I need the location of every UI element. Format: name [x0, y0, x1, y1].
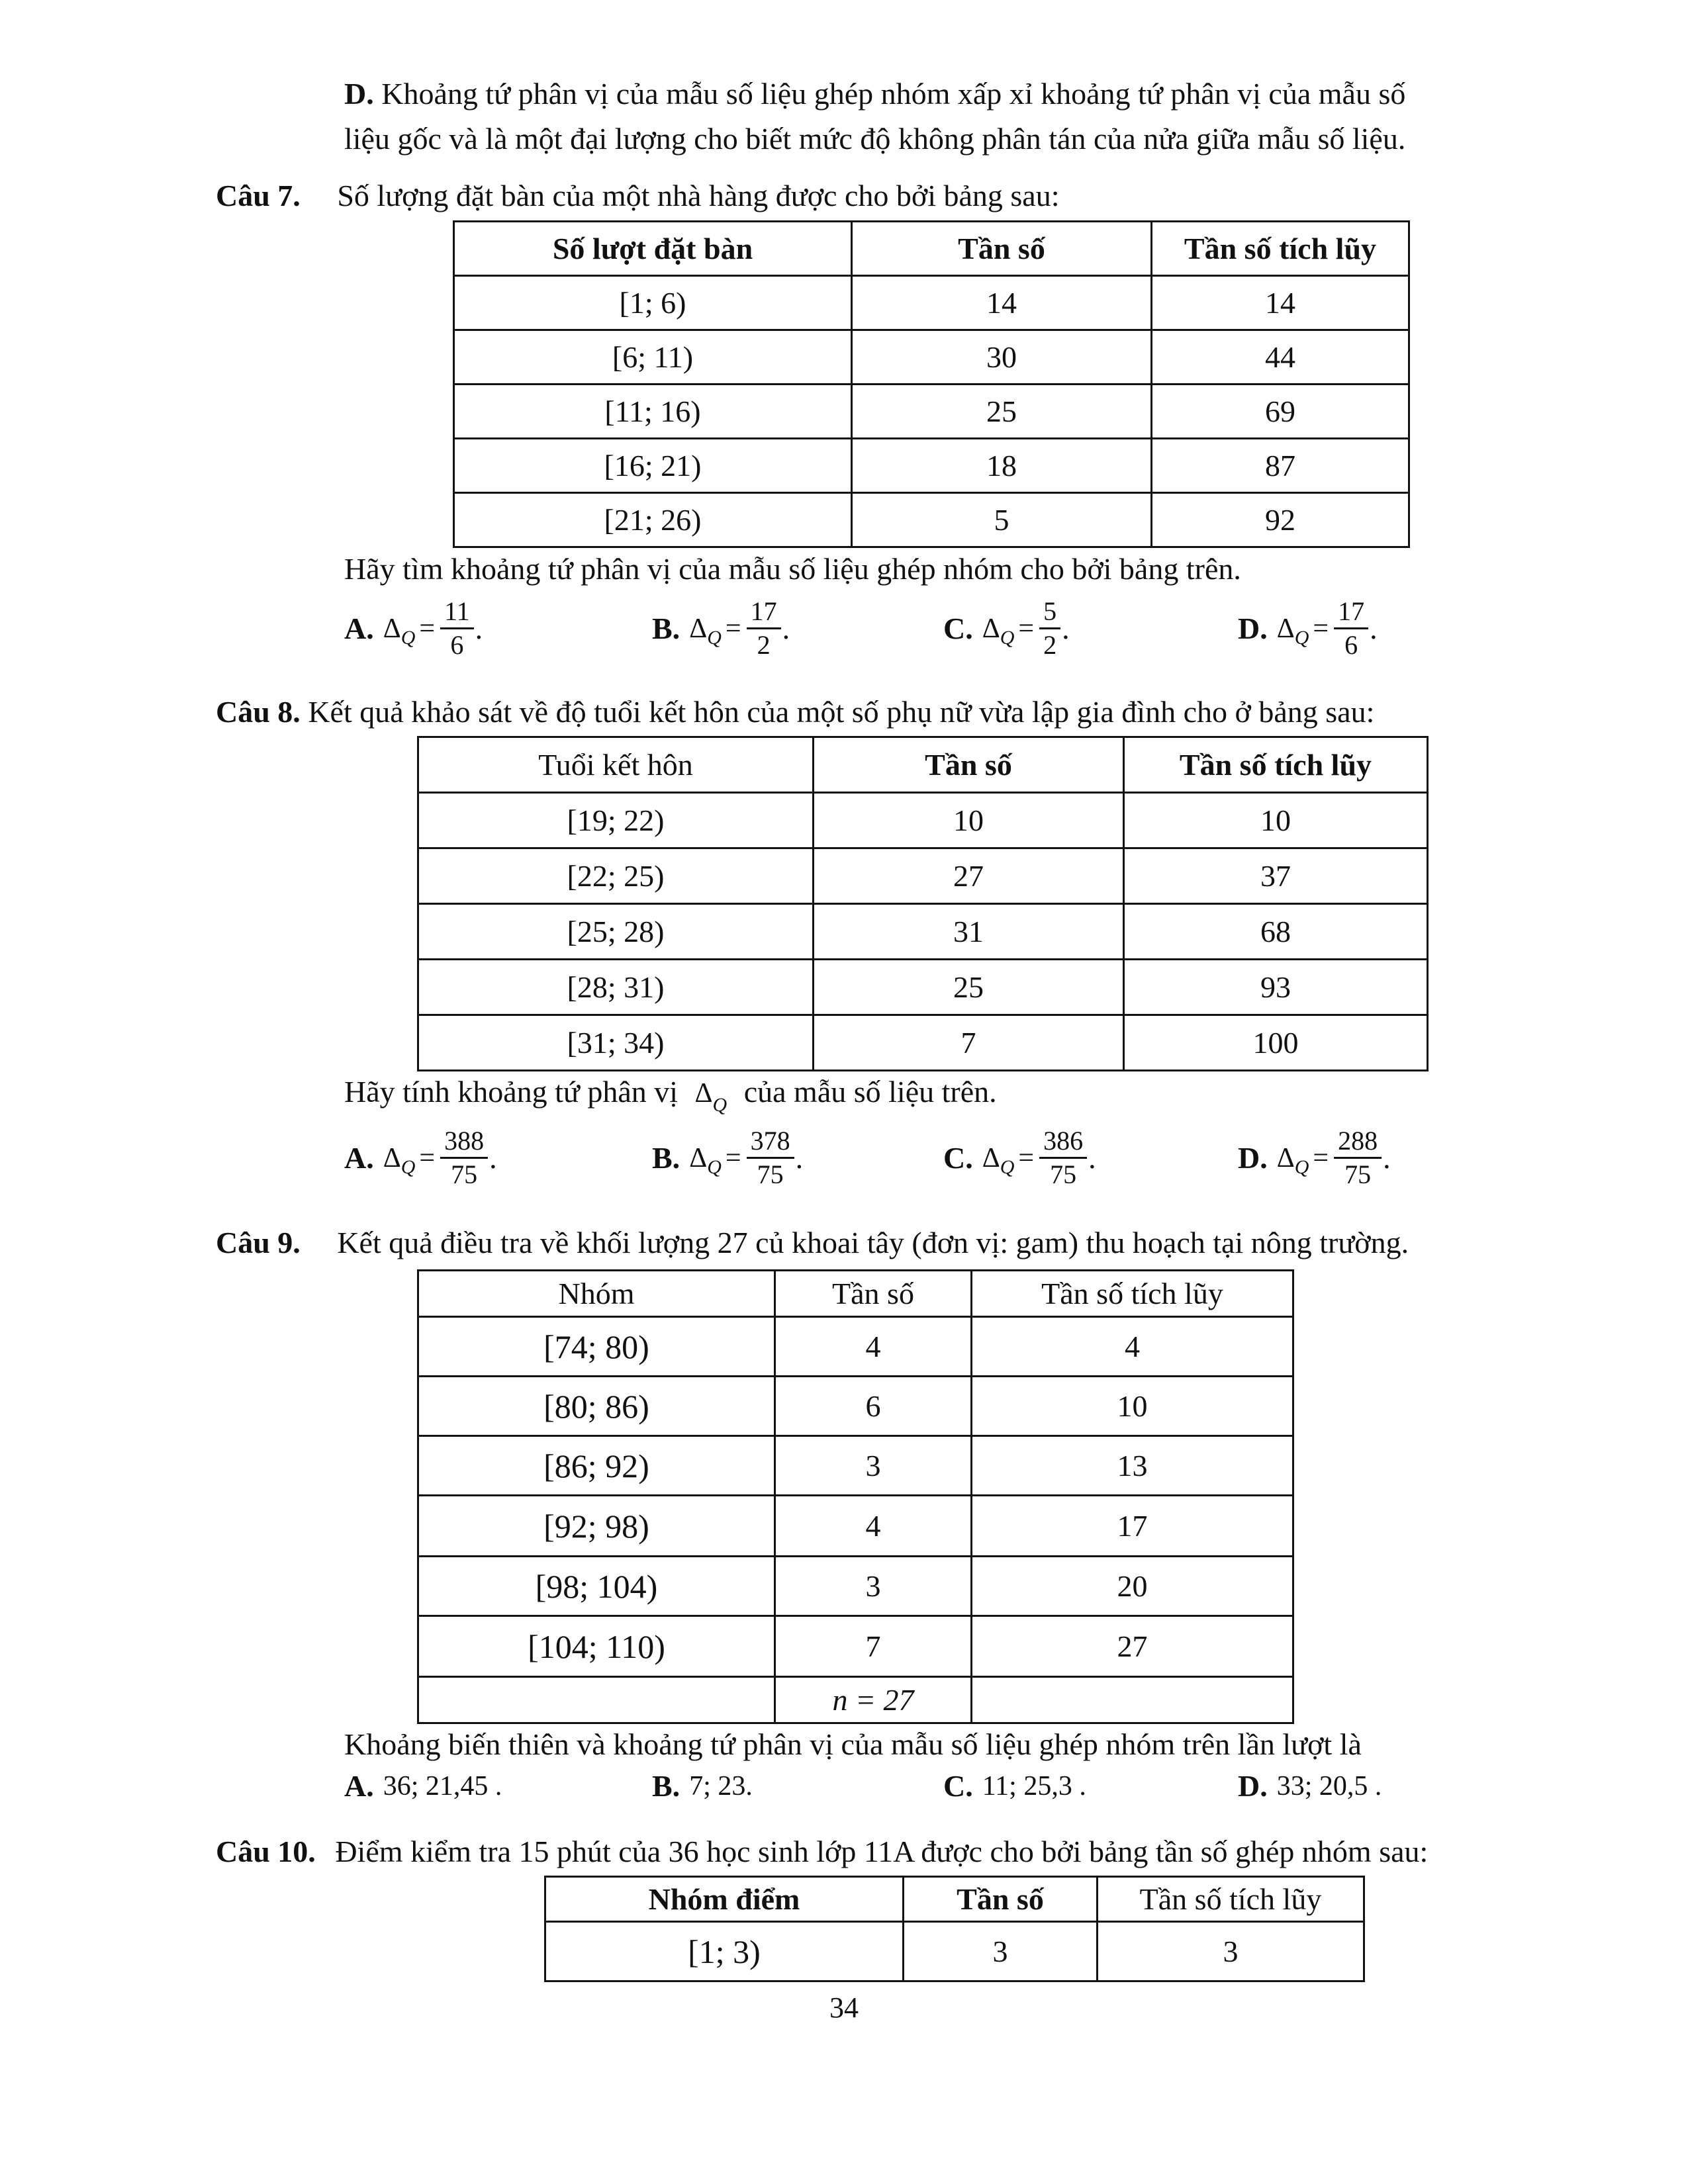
table-row — [454, 276, 1409, 330]
q10-cell: 3 — [1098, 1922, 1364, 1981]
table-row — [418, 1015, 1428, 1071]
q9-cell — [972, 1677, 1293, 1723]
fraction — [440, 1125, 488, 1191]
q8-cell: 10 — [1124, 793, 1428, 848]
q9-option-b — [652, 1768, 753, 1803]
q7-cell: [6; 11) — [454, 330, 852, 385]
q9-cell: 4 — [775, 1317, 972, 1377]
q9-table-header — [418, 1271, 1293, 1317]
q9-cell: 17 — [972, 1496, 1293, 1557]
q10-table-header — [545, 1877, 1364, 1922]
q8-cell: [25; 28) — [418, 904, 814, 960]
option-label: D. — [1238, 1769, 1268, 1803]
q-subscript: Q — [712, 1094, 727, 1116]
q8-option-b: B. Δ Q = $\frac{378}{75}$ . — [652, 1126, 804, 1189]
delta-symbol: Δ — [383, 613, 401, 644]
option-label: B. — [652, 1769, 680, 1803]
q9-heading — [216, 1223, 1409, 1263]
fraction — [440, 596, 474, 661]
table-row — [418, 1496, 1293, 1557]
q10-cell: 3 — [904, 1922, 1098, 1981]
q9-option-c — [943, 1768, 1086, 1803]
delta-symbol: Δ — [689, 613, 708, 644]
fraction — [1334, 596, 1368, 661]
q8-table — [417, 736, 1429, 1071]
numerator: 11 — [440, 596, 474, 629]
option-text: 7; 23. — [689, 1770, 753, 1801]
q7-text: Số lượng đặt bàn của một nhà hàng được cho bởi bảng sau: — [337, 179, 1060, 212]
q8-option-a: A. Δ Q = $\frac{388}{75}$ . — [344, 1126, 497, 1189]
q9-cell: 13 — [972, 1436, 1293, 1496]
q7-cell: 14 — [852, 276, 1152, 330]
denominator: 6 — [1344, 630, 1358, 660]
q9-cell: 3 — [775, 1436, 972, 1496]
q8-option-d: D. Δ Q = $\frac{288}{75}$ . — [1238, 1126, 1391, 1189]
option-label: C. — [943, 1141, 973, 1175]
option-label: A. — [344, 1769, 374, 1803]
table-row — [418, 1677, 1293, 1723]
q9-cell: 7 — [775, 1616, 972, 1677]
q10-label: Câu 10. — [216, 1835, 316, 1868]
q10-header-freq: Tần số — [904, 1877, 1098, 1922]
q9-total: n = 27 — [775, 1677, 972, 1723]
q8-header-cum: Tần số tích lũy — [1124, 737, 1428, 793]
q7-cell: [21; 26) — [454, 493, 852, 547]
denominator: 2 — [757, 630, 771, 660]
denominator: 75 — [1050, 1160, 1077, 1189]
q7-option-a: A. Δ Q = $\frac{11}{6}$ . — [344, 596, 483, 660]
q8-cell: [19; 22) — [418, 793, 814, 848]
intro-text-2: liệu gốc và là một đại lượng cho biết mức độ không phân tán của nửa giữa mẫu số liệu. — [344, 122, 1406, 156]
intro-option-label: D. — [344, 77, 374, 111]
option-label: C. — [943, 612, 973, 645]
numerator: 386 — [1039, 1125, 1087, 1159]
equals-sign: = — [1313, 613, 1329, 644]
table-row — [418, 848, 1428, 904]
q8-cell: [28; 31) — [418, 960, 814, 1015]
intro-text-1: Khoảng tứ phân vị của mẫu số liệu ghép nhóm xấp xỉ khoảng tứ phân vị của mẫu số — [381, 77, 1406, 111]
table-row — [454, 493, 1409, 547]
equals-sign: = — [419, 613, 436, 644]
q9-label: Câu 9. — [216, 1226, 301, 1259]
numerator: 388 — [440, 1125, 488, 1159]
q9-cell: 20 — [972, 1557, 1293, 1616]
q8-heading — [216, 692, 1374, 732]
q7-cell: 87 — [1152, 439, 1409, 493]
denominator: 2 — [1043, 630, 1057, 660]
q7-cell: [16; 21) — [454, 439, 852, 493]
q8-option-c: C. Δ Q = $\frac{386}{75}$ . — [943, 1126, 1096, 1189]
q-subscript: Q — [1294, 1156, 1309, 1178]
q10-header-group: Nhóm điểm — [545, 1877, 904, 1922]
q9-cell: 4 — [775, 1496, 972, 1557]
equals-sign: = — [1018, 613, 1035, 644]
q8-cell: 25 — [814, 960, 1124, 1015]
table-row — [418, 1436, 1293, 1496]
q7-heading — [216, 176, 1060, 216]
delta-symbol: Δ — [982, 1142, 1000, 1173]
q-subscript: Q — [400, 626, 416, 649]
option-label: C. — [943, 1769, 973, 1803]
q8-header-freq: Tần số — [814, 737, 1124, 793]
table-row — [454, 330, 1409, 385]
q-subscript: Q — [400, 1156, 416, 1178]
fraction — [747, 596, 781, 661]
equals-sign: = — [1313, 1142, 1329, 1173]
equals-sign: = — [725, 1142, 741, 1173]
q8-cell: 27 — [814, 848, 1124, 904]
option-label: D. — [1238, 1141, 1268, 1175]
table-row — [545, 1922, 1364, 1981]
q10-heading — [216, 1832, 1428, 1872]
denominator: 75 — [451, 1160, 478, 1189]
q8-cell: 100 — [1124, 1015, 1428, 1071]
q7-option-b: B. Δ Q = $\frac{17}{2}$ . — [652, 596, 790, 660]
q7-option-c: C. Δ Q = $\frac{5}{2}$ . — [943, 596, 1070, 660]
q9-cell: 3 — [775, 1557, 972, 1616]
q9-cell: 6 — [775, 1377, 972, 1436]
option-text: 11; 25,3 . — [982, 1770, 1086, 1801]
q8-cell: 31 — [814, 904, 1124, 960]
intro-line-1 — [344, 74, 1405, 114]
table-row — [418, 1557, 1293, 1616]
delta-symbol: Δ — [1276, 613, 1295, 644]
q9-cell: [98; 104) — [418, 1557, 775, 1616]
option-text: 36; 21,45 . — [383, 1770, 502, 1801]
option-label: B. — [652, 612, 680, 645]
q8-cell: 93 — [1124, 960, 1428, 1015]
fraction — [1334, 1125, 1382, 1191]
q8-cell: 37 — [1124, 848, 1428, 904]
q8-cell: 7 — [814, 1015, 1124, 1071]
delta-symbol: Δ — [1276, 1142, 1295, 1173]
q8-label: Câu 8. — [216, 695, 301, 729]
table-row — [418, 1616, 1293, 1677]
denominator: 75 — [757, 1160, 784, 1189]
table-row — [418, 960, 1428, 1015]
q7-header-freq: Tần số — [852, 222, 1152, 276]
q9-cell: [86; 92) — [418, 1436, 775, 1496]
numerator: 17 — [747, 596, 781, 629]
table-row — [454, 439, 1409, 493]
equals-sign: = — [1018, 1142, 1035, 1173]
q8-prompt-post: của mẫu số liệu trên. — [743, 1075, 997, 1109]
denominator: 75 — [1344, 1160, 1372, 1189]
fraction — [1039, 596, 1060, 661]
numerator: 5 — [1039, 596, 1060, 629]
q-subscript: Q — [1294, 626, 1309, 649]
q7-cell: 69 — [1152, 385, 1409, 439]
q9-cell: 27 — [972, 1616, 1293, 1677]
q7-header-cum: Tần số tích lũy — [1152, 222, 1409, 276]
q10-table — [544, 1876, 1365, 1982]
table-row — [418, 904, 1428, 960]
q9-header-cum: Tần số tích lũy — [972, 1271, 1293, 1317]
q9-header-group: Nhóm — [418, 1271, 775, 1317]
q7-cell: 92 — [1152, 493, 1409, 547]
numerator: 288 — [1334, 1125, 1382, 1159]
q-subscript: Q — [707, 1156, 722, 1178]
option-label: A. — [344, 612, 374, 645]
q10-text: Điểm kiểm tra 15 phút của 36 học sinh lớp 11A được cho bởi bảng tần số ghép nhóm sau: — [335, 1835, 1429, 1868]
q9-cell: [74; 80) — [418, 1317, 775, 1377]
q8-cell: [31; 34) — [418, 1015, 814, 1071]
q10-cell: [1; 3) — [545, 1922, 904, 1981]
q8-cell: 10 — [814, 793, 1124, 848]
q7-cell: 14 — [1152, 276, 1409, 330]
q7-option-d: D. Δ Q = $\frac{17}{6}$ . — [1238, 596, 1378, 660]
q8-header-group: Tuổi kết hôn — [418, 737, 814, 793]
q7-header-group: Số lượt đặt bàn — [454, 222, 852, 276]
q7-cell: 5 — [852, 493, 1152, 547]
q9-cell: [80; 86) — [418, 1377, 775, 1436]
fraction — [747, 1125, 794, 1191]
q8-cell: [22; 25) — [418, 848, 814, 904]
q7-prompt: Hãy tìm khoảng tứ phân vị của mẫu số liệu ghép nhóm cho bởi bảng trên. — [344, 552, 1241, 586]
q9-table — [417, 1269, 1294, 1724]
q7-cell: [1; 6) — [454, 276, 852, 330]
delta-symbol: Δ — [383, 1142, 401, 1173]
q8-text: Kết quả khảo sát về độ tuổi kết hôn của một số phụ nữ vừa lập gia đình cho ở bảng sau: — [308, 695, 1375, 729]
delta-symbol: Δ — [694, 1078, 713, 1109]
q9-cell: 4 — [972, 1317, 1293, 1377]
option-label: A. — [344, 1141, 374, 1175]
q7-label: Câu 7. — [216, 179, 301, 212]
q8-prompt — [344, 1072, 997, 1116]
q9-cell: 10 — [972, 1377, 1293, 1436]
table-row — [418, 793, 1428, 848]
q9-prompt: Khoảng biến thiên và khoảng tứ phân vị của mẫu số liệu ghép nhóm trên lần lượt là — [344, 1727, 1362, 1761]
q7-cell: [11; 16) — [454, 385, 852, 439]
numerator: 378 — [747, 1125, 794, 1159]
equals-sign: = — [419, 1142, 436, 1173]
q7-table — [453, 220, 1410, 548]
q9-cell: [92; 98) — [418, 1496, 775, 1557]
table-row — [454, 385, 1409, 439]
q9-cell — [418, 1677, 775, 1723]
delta-symbol: Δ — [982, 613, 1000, 644]
equals-sign: = — [725, 613, 741, 644]
fraction — [1039, 1125, 1087, 1191]
q8-prompt-pre: Hãy tính khoảng tứ phân vị — [344, 1075, 679, 1109]
delta-symbol: Δ — [689, 1142, 708, 1173]
q9-option-a — [344, 1768, 502, 1803]
q7-table-header — [454, 222, 1409, 276]
numerator: 17 — [1334, 596, 1368, 629]
q-subscript: Q — [1000, 626, 1015, 649]
q7-cell: 18 — [852, 439, 1152, 493]
q10-header-cum: Tần số tích lũy — [1098, 1877, 1364, 1922]
q7-cell: 25 — [852, 385, 1152, 439]
table-row — [418, 1317, 1293, 1377]
q9-cell: [104; 110) — [418, 1616, 775, 1677]
q7-cell: 30 — [852, 330, 1152, 385]
q8-table-header — [418, 737, 1428, 793]
q-subscript: Q — [707, 626, 722, 649]
q7-cell: 44 — [1152, 330, 1409, 385]
q9-header-freq: Tần số — [775, 1271, 972, 1317]
table-row — [418, 1377, 1293, 1436]
denominator: 6 — [450, 630, 464, 660]
q9-text: Kết quả điều tra về khối lượng 27 củ khoai tây (đơn vị: gam) thu hoạch tại nông trường. — [337, 1226, 1409, 1259]
page-number: 34 — [829, 1991, 859, 2024]
option-label: D. — [1238, 612, 1268, 645]
option-text: 33; 20,5 . — [1276, 1770, 1382, 1801]
q9-option-d — [1238, 1768, 1382, 1803]
option-label: B. — [652, 1141, 680, 1175]
q-subscript: Q — [1000, 1156, 1015, 1178]
q8-cell: 68 — [1124, 904, 1428, 960]
